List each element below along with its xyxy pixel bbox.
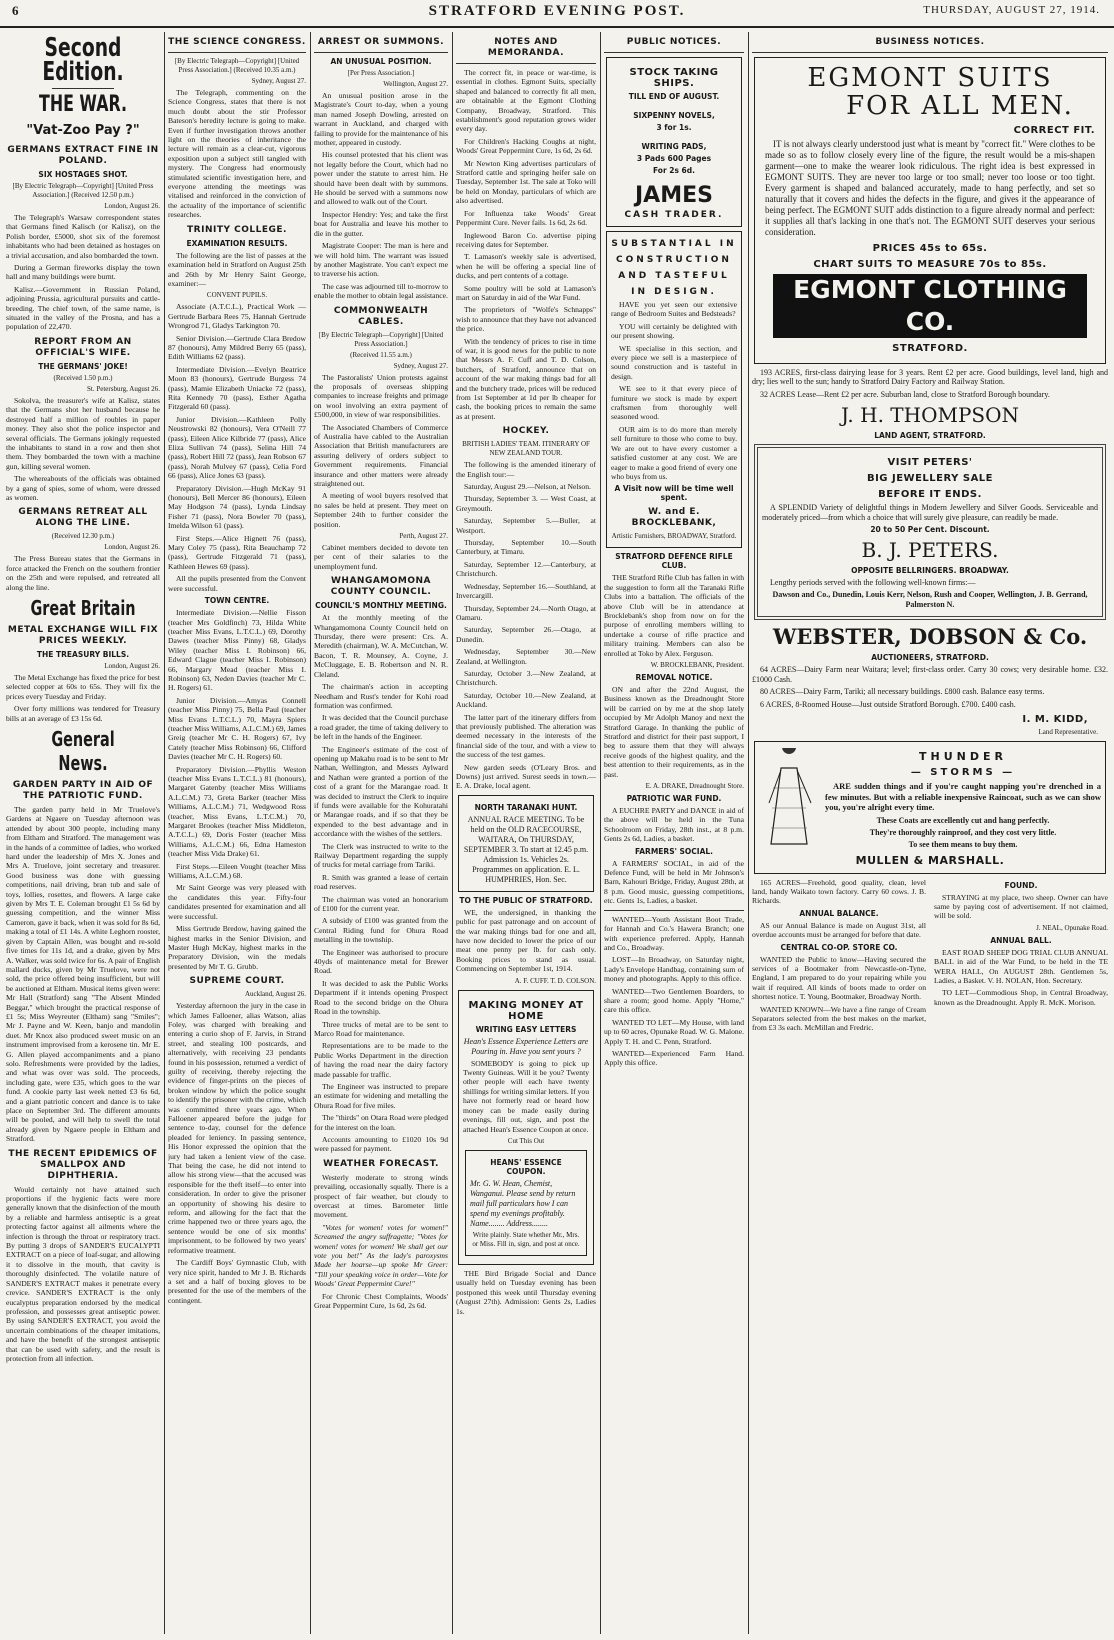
thompson-sub: LAND AGENT, STRATFORD. <box>874 431 986 441</box>
column-rule <box>600 32 601 1634</box>
itinerary-item: Saturday, August 29.—Nelson, at Nelson. <box>464 482 591 492</box>
masthead <box>0 0 1114 28</box>
itinerary-item: Thursday, September 3. — West Coast, at Greymouth. <box>456 494 596 513</box>
thunder-line: To see them means to buy them. <box>908 839 1018 849</box>
article-paragraph: The whereabouts of the officials was obtained by a gang of spies, some of whom, were dressed as women. <box>6 474 160 502</box>
column-6 <box>752 32 1108 1634</box>
article-paragraph: First Steps.—Eileen Vought (teacher Miss Williams, A.L.C.M.) 68. <box>168 861 306 881</box>
till-end-line: TILL END OF AUGUST. <box>628 92 720 101</box>
found-signature: J. NEAL, Opunake Road. <box>1036 923 1108 932</box>
article-paragraph: Kalisz.—Government in Russian Poland, adjoining Prussia, agricultural pursuits and cattle-breeding. The chief town, of the same name, is situated in the valley of the Prosna, and has a population of 22,470. <box>6 284 160 332</box>
commonwealth-cables-heading: COMMONWEALTH CABLES. <box>333 305 429 327</box>
article-paragraph: Junior Division.—Amyas Connell (teacher Miss Pinny) 75, Bella Paul (teacher Miss Evans L.T.C.L.) 70, Mayra Spiers (teacher Miss Williams, A.L.C.M.) 69, James Greig (teacher Mr C. H. Rogers) 67, Ivy Cately (teacher Miss Robinson) 66, Clifford Davies (teacher Mr C. H. Rogers) 60. <box>168 695 306 762</box>
before-ends: BEFORE IT ENDS. <box>878 489 982 501</box>
egmont-town: STRATFORD. <box>892 343 968 354</box>
article-paragraph: With the tendency of prices to rise in time of war, it is good news for the public to note that Messrs A. F. Cuff and T. D. Colson, butchers, of Stratford, announce that on account of the war making things bad for all and the butchery trade, prices will be reduced from 1st September at 1d per lb cheaper for cash, the booking prices to remain the same as at present. <box>456 336 596 421</box>
found-body: STRAYING at my place, two sheep. Owner can have same by paying cost of advertisement. If not claimed, will be sold. <box>934 892 1108 921</box>
james-name: JAMES <box>635 183 713 208</box>
hostages-heading: SIX HOSTAGES SHOT. <box>38 170 128 179</box>
article-paragraph: The Engineer was instructed to prepare an estimate for widening and metalling the Ohura Road for five miles. <box>314 1081 448 1110</box>
classified-ad: WANTED—Experienced Farm Hand. Apply this office. <box>604 1048 744 1068</box>
coupon-heading: HEANS' ESSENCE COUPON. <box>490 1157 562 1176</box>
advert-paragraph: HAVE you yet seen our extensive range of Bedroom Suites and Bedsteads? <box>611 300 737 319</box>
article-paragraph: Some poultry will be sold at Lamason's mart on Saturday in aid of the War Fund. <box>456 283 596 302</box>
article-paragraph: Sokolva, the treasurer's wife at Kalisz, states that the Germans shot her husband because he destroyed half a million of roubles in paper money. They also shot the police inspector and several officials. The Germans jokingly requested the inhabitants to stand in a row and then shot them. They bombarded the town with a machine gun, killing several women. <box>6 395 160 471</box>
balance-heading: ANNUAL BALANCE. <box>799 908 879 918</box>
credit-line: [Per Press Association.] <box>347 69 415 77</box>
article-paragraph: The Engineer was authorised to procure 40yds of maintenance metal for Brewer Road. <box>314 947 448 976</box>
article-paragraph: All the pupils presented from the Convent were successful. <box>168 574 306 593</box>
column-rule <box>452 32 453 1634</box>
classified-ad: TO LET—Commodious Shop, in Central Broadway, known as the Dreadnought. Apply R. McK. Morison. <box>934 988 1108 1007</box>
mullen-marshall-name: MULLEN & MARSHALL. <box>855 853 1005 867</box>
thunder-heading: THUNDER <box>919 750 1007 764</box>
article-paragraph: A meeting of wool buyers resolved that no sales be held at present. They meet on September 24th to further consider the position. <box>314 491 448 529</box>
issue-date: THURSDAY, AUGUST 27, 1914. <box>923 4 1100 16</box>
peters-body: Lengthy periods served with the following well-known firms:— <box>770 578 976 588</box>
page-number: 6 <box>12 3 19 18</box>
hunt-body: ANNUAL RACE MEETING. To be held on the OLD RACECOURSE, WAITARA, On THURSDAY, SEPTEMBER 3. To start at 12.45 p.m. Admission 1s. Vehicles 2s. Programmes on application. E. L. HUMPHRIES, Hon. Sec. <box>463 814 589 884</box>
credit-line: [By Electric Telegraph—Copyright] [United Press Association.] <box>318 330 444 348</box>
pads-line: WRITING PADS, <box>641 142 707 151</box>
peters-firms: Dawson and Co., Dunedin, Louis Kerr, Nelson, Rush and Cooper, Wellington, J. B. Gerrand, Palmerston N. <box>772 590 1088 610</box>
edition-heading: Second Edition. <box>42 33 124 87</box>
article-paragraph: The "thirds" on Otara Road were pledged for the interest on the loan. <box>314 1113 448 1132</box>
itinerary-item: Saturday, October 3.—New Zealand, at Christchurch. <box>456 668 596 688</box>
divider <box>752 52 1108 53</box>
article-paragraph: The following are the list of passes at the examination held in Stratford on August 25th and 26th by Mr Henry Saint George, examiner:— <box>168 250 306 288</box>
rifle-club-heading: STRATFORD DEFENCE RIFLE CLUB. <box>615 552 733 571</box>
egmont-body: IT is not always clearly understood just what is meant by "correct fit." Were clothes to be made so as to follow closely every line of the figure, the result would be a mis-shapen garment—one to make the wearer look ridiculous. The right idea is best expressed in EGMONT SUITS. They are never too large or too small; never too loose or too tight. Every garment is shaped and balanced accurately, made to hang perfectly, and set so naturally that it covers and hides the defects in the figure, and gives it the appearance of being perfect. The EGMONT SUIT adds distinction to a figure already normal and perfect: it supplies all that's lacking in one that's not. The EGMONT SUIT deserves your serious consideration. <box>765 139 1095 237</box>
article-paragraph: Miss Gertrude Bredow, having gained the highest marks in the Senior Division, and Master Hugh McKay, highest marks in the Preparatory Division, win the medals presented by Mr T. G. Grubb. <box>168 924 306 971</box>
article-paragraph: Representations are to be made to the Public Works Department in the direction of having the road near the dairy factory made passable for traffic. <box>314 1041 448 1079</box>
article-paragraph: The Cardiff Boys' Gymnastic Club, with very nice spirit, handed to Mr J. B. Richards a set and a half of boxing gloves to be presented for the use of the members of the contingent. <box>168 1258 306 1305</box>
visit-line: A Visit now will be time well spent. <box>614 484 734 503</box>
brocklebank-name: W. and E. BROCKLEBANK, <box>631 507 717 529</box>
article-paragraph: Accounts amounting to £1020 10s 9d were passed for payment. <box>314 1134 448 1154</box>
column-1 <box>6 32 160 1634</box>
removal-body: ON and after the 22nd August, the Business known as the Dreadnought Store will be carried on by me at the shop lately occupied by Mr Adolph Manoy and next the Stratford Garage. In thanking the public of Stratford and district for their past support, I beg to assure them that they will always receive goods of the highest quality, and the best attention to their requirements, as in the past. <box>604 684 744 779</box>
article-paragraph: The chairman was voted an honorarium of £100 for the current year. <box>314 894 448 914</box>
metal-exchange-heading: METAL EXCHANGE WILL FIX PRICES WEEKLY. <box>7 624 159 646</box>
column-rule <box>748 32 749 1634</box>
mullen-marshall-advert <box>754 741 1106 874</box>
kidd-name: I. M. KIDD, <box>1022 714 1088 726</box>
hean-tagline: Hean's Essence Experience Letters are Pouring in. Have you sent yours ? <box>463 1036 589 1056</box>
hean-body: SOMEBODY is going to pick up Twenty Guineas. Will it be you? Twenty other people will each have twenty shillings for writing similar letters. If you have not formerly read or heard how money can be made easily during evenings, fill out, sign, and post the attached Hean's Essence Coupon at once. <box>463 1058 589 1134</box>
article-paragraph: The proprietors of "Wolfe's Schnapps" wish to announce that they have not advanced the price. <box>456 305 596 334</box>
article-paragraph: R. Smith was granted a lease of certain road reserves. <box>314 872 448 892</box>
article-paragraph: The following is the amended itinerary of the English tour:— <box>456 460 596 479</box>
advert-paragraph: OUR aim is to do more than merely sell furniture to those who come to buy. We are out to have every customer a satisfied customer at any cost. We are eager to make a good friend of every one who buys from us. <box>611 424 737 481</box>
itinerary-item: Thursday, September 10.—South Canterbury, at Timaru. <box>456 538 596 557</box>
itinerary-item: Thursday, September 24.—North Otago, at Oamaru. <box>456 603 596 622</box>
peters-name: B. J. PETERS. <box>861 538 999 563</box>
official-wife-heading: REPORT FROM AN OFFICIAL'S WIFE. <box>34 336 132 358</box>
property-ad: 193 ACRES, first-class dairying lease for 3 years. Rent £2 per acre. Good buildings, level land, high and dry; lies well to the sun; handy to Stratford Dairy Factory and Railway Station. <box>752 368 1108 387</box>
column-4 <box>456 32 596 1634</box>
itinerary-item: Wednesday, September 30.—New Zealand, at Wellington. <box>456 647 596 666</box>
itinerary-item: Wednesday, September 16.—Southland, at Invercargill. <box>456 581 596 601</box>
ball-heading: ANNUAL BALL. <box>990 935 1052 945</box>
treasury-bills-heading: THE TREASURY BILLS. <box>36 649 130 659</box>
egmont-advert <box>754 57 1106 364</box>
thompson-name: J. H. THOMPSON <box>840 403 1020 428</box>
article-paragraph: His counsel protested that his client was not legally before the Court, which had no power under the statute to arrest him. He should have been dealt with by summons. He should be served with a summons now and allowed to walk out of the Court. <box>314 150 448 207</box>
webster-listing: 6 ACRES, 8-Roomed House—Just outside Stratford Borough. £700. £400 cash. <box>760 699 1016 709</box>
article-paragraph: The case was adjourned till to-morrow to enable the mother to obtain legal assistance. <box>314 281 448 301</box>
verse-advert: "Votes for women! votes for women!" Screamed the angry suffragette; "Votes for women! votes for women! We shall get our vote you bet!" As the lady's paroxysms Made her hoarse—up spoke Mr Greer: "Till your speaking voice in order—Vote for Woods' Great Peppermint Cure!" <box>314 1222 448 1289</box>
article-paragraph: Inglewood Baron Co. advertise piping receiving dates for September. <box>456 230 596 249</box>
article-paragraph: For Influenza take Woods' Great Peppermint Cure. Never fails. 1s 6d, 2s 6d. <box>456 208 596 228</box>
article-paragraph: The correct fit, in peace or war-time, is essential in clothes. Egmont Suits, specially shaped and balanced to correctly fit all men, are obtainable at the Egmont Clothing Company, Broadway, Stratford. This establishment's good reputation grows wider every day. <box>456 68 596 134</box>
article-paragraph: Yesterday afternoon the jury in the case in which James Falloener, alias Watson, alias Foley, was charged with breaking and entering a curio shop of F. Jarvis, in Strand street, and stealing 100 postcards, and alternatively, with receiving 23 pendants found in his possession, returned a verdict of guilty of receiving, thereby rejecting the evidence of finger-prints on the pieces of broken window by which the police sought to identify the prisoner with the crime, which was committed three years ago. When Falloener appeared before the judge for sentence to-day, counsel for the defence pleaded for leniency. In passing sentence, His Honor expressed the opinion that the jury had taken a lenient view of the case. That being the case, he did not intend to allow his strong view—that the accused was responsible for the theft itself—to enter into consideration. In order to give the prisoner an opportunity of showing his desire to reform, and allowing for the fact that the crime happened two or three years ago, the sentence would be one of six months' imprisonment, to be followed by two years' reformative treatment. <box>168 1001 306 1255</box>
farmers-social-heading: FARMERS' SOCIAL. <box>634 846 714 856</box>
column-rule <box>164 32 165 1634</box>
article-paragraph: The Press Bureau states that the Germans in force attacked the French on the southern frontier on the 25th and were repulsed, and retreated all along the line. <box>6 554 160 592</box>
article-paragraph: Associate (A.T.C.L.), Practical Work —Gertrude Barbara Rees 75, Hannah Gertrude Wrongrod 71, Gladys Tarkington 70. <box>168 302 306 331</box>
coupon-body: Mr. G. W. Hean, Chemist, Wanganui. Please send by return mail full particulars how I can spend my evenings profitably. Name........ Address........ <box>470 1178 576 1228</box>
science-congress-heading: THE SCIENCE CONGRESS. <box>168 37 306 47</box>
classified-ad: WANTED the Public to know—Having secured the services of a Bootmaker from Newcastle-on-Tyne, England, I am prepared to do your repairing while you wait if required. All kinds of boots made to order on shortest notice. T. Young, Bootmaker, Broadway North. <box>752 954 926 1002</box>
egmont-title-2: FOR ALL MEN. <box>846 91 1074 121</box>
storms-heading: — STORMS — <box>910 767 1016 779</box>
peters-sub: OPPOSITE BELLRINGERS. BROADWAY. <box>851 566 1009 576</box>
article-paragraph: The Associated Chambers of Commerce of Australia have cabled to the Australian Association that British manufacturers are assuring delivery of orders subject to Government requirements. Financial insurance and other matters were already straightened out. <box>314 422 448 488</box>
hockey-heading: HOCKEY. <box>502 426 550 437</box>
article-paragraph: The chairman's action in accepting Needham and Rust's tender for Kohi road formation was confirmed. <box>314 682 448 710</box>
article-paragraph: The Metal Exchange has fixed the price for best selected copper at 60s to 65s. They will fix the prices every Tuesday and Friday. <box>6 672 160 701</box>
article-paragraph: Over forty millions was tendered for Treasury bills at an average of £3 15s 6d. <box>6 704 160 723</box>
monthly-meeting-heading: COUNCIL'S MONTHLY MEETING. <box>315 601 447 611</box>
cash-trader: CASH TRADER. <box>624 210 724 220</box>
dateline: Auckland, August 26. <box>244 990 306 999</box>
webster-listing: 80 ACRES—Dairy Farm, Tariki; all necessary buildings. £800 cash. Balance easy terms. <box>760 687 1045 697</box>
balance-body: AS our Annual Balance is made on August 31st, all overdue accounts must be arranged for before that date. <box>752 920 926 940</box>
advert-paragraph: WE see to it that every piece of furniture we stock is made by expert craftsmen from thoroughly well seasoned wood. <box>611 384 737 422</box>
itinerary-item: Saturday, October 10.—New Zealand, at Auckland. <box>456 690 596 710</box>
webster-sub: AUCTIONEERS, STRATFORD. <box>871 653 989 663</box>
advert-paragraph: YOU will certainly be delighted with our present showing. <box>611 321 737 341</box>
germans-joke-heading: THE GERMANS' JOKE! <box>38 361 128 371</box>
classified-ad: WANTED KNOWN—We have a fine range of Cream Separators selected from the best makes on the market, from £3 3s each. McMillan and Fredric. <box>752 1004 926 1033</box>
exam-results-heading: EXAMINATION RESULTS. <box>186 238 288 248</box>
classified-ad: LOST—In Broadway, on Saturday night, Lady's Envelope Handbag, containing sum of money and photographs. Apply to this office. <box>604 955 744 984</box>
article-paragraph: Preparatory Division.—Hugh McKay 91 (honours), Bell Mercer 86 (honours), Eileen May Hodgson 74 (pass), Lynda Lindsay Fisher 71 (pass), Nora Bowler 70 (pass), Imelda Wilson 61 (pass). <box>168 483 306 531</box>
classified-ad: WANTED—Youth Assistant Boot Trade, for Hannah and Co.'s Hawera Branch; one with experience preferred. Apply, Hannah and Co., Broadway. <box>604 914 744 952</box>
article-paragraph: The Clerk was instructed to write to the Railway Department regarding the supply of trucks for metal carriage from Tariki. <box>314 841 448 870</box>
article-paragraph: Intermediate Division.—Nellie Fisson (teacher Mrs Goldfinch) 73, Hilda White (teacher Miss Evans, L.T.C.L.) 69, Dorothy Dawes (teacher Miss Pinny) 68, Gladys Wiley (teacher Miss I. Robinson) 66, Edward Clague (teacher Miss I. Robinson) 66, Margary Mead (teacher Miss I. Robinson) 63, Neden Davies (teacher Mr C. H. Rogers) 61. <box>168 608 306 693</box>
rifle-club-body: THE Stratford Rifle Club has fallen in with the suggestion to form all the Taranaki Rifle Clubs into a battalion. The officials of the above Club will be in attendance at Brocklebank's shop from now on for the purpose of enrolling members willing to undertake a course of rifle practice and military training. Members can also be enrolled at Toko by Alex. Ferguson. <box>604 573 744 658</box>
received-line: (Received 1.50 p.m.) <box>53 373 113 382</box>
article-paragraph: At the monthly meeting of the Whangamomona County Council held on Thursday, there were present: Crs. A. Meredith (chairman), W. A. McCutchan, W. Bacon, T. R. Mounsey, A. Coyne, J. McCluggage, E. B. Robertson and N. R. Cleland. <box>314 613 448 679</box>
divider <box>456 63 596 64</box>
james-advert <box>606 57 742 227</box>
webster-name: WEBSTER, DOBSON & Co. <box>772 624 1088 650</box>
balance-signature: CENTRAL CO-OP. STORE CO. <box>780 942 898 952</box>
bird-brigade-notice: THE Bird Brigade Social and Dance usually held on Tuesday evening has been postponed this week until Thursday evening (August 27th). Admission: Gents 2s, Ladies 1s. <box>456 1268 596 1316</box>
notes-memoranda-heading: NOTES AND MEMORANDA. <box>487 37 565 58</box>
weather-forecast-heading: WEATHER FORECAST. <box>323 1158 439 1169</box>
dateline: Sydney, August 27. <box>393 361 448 370</box>
credit-line: [By Electric Telegraph—Copyright] [United Press Association.] (Received 10.35 a.m.) <box>174 57 300 74</box>
brocklebank-sub: Artistic Furnishers, BROADWAY, Stratford. <box>611 532 737 541</box>
article-paragraph: It was decided to ask the Public Works Department if it intends opening Prospect Road to the second bridge on the Ohura Road in the township. <box>314 978 448 1017</box>
public-notice-heading: TO THE PUBLIC OF STRATFORD. <box>459 895 593 905</box>
article-paragraph: First Steps.—Alice Hignett 76 (pass), Mary Coley 75 (pass), Rita Beauchamp 72 (pass), Gertrude Fitzgerald 71 (pass), Kathleen Hewes 69 (pass). <box>168 533 306 571</box>
dateline: Perth, August 27. <box>399 532 448 541</box>
hunt-heading: NORTH TARANAKI HUNT. <box>474 802 578 812</box>
dateline: London, August 26. <box>104 543 160 552</box>
property-ad: 165 ACRES—Freehold, good quality, clean, level land, handy Waikato town factory. Carry 60 cows. J. B. Richards. <box>752 877 926 906</box>
hockey-subheading: BRITISH LADIES' TEAM. ITINERARY OF NEW ZEALAND TOUR. <box>462 440 590 458</box>
article-paragraph: An unusual position arose in the Magistrate's Court to-day, when a young man named Joseph Dowling, arrested on warrant in Auckland, and charged with failing to provide for the maintenance of his mother, appeared in custody. <box>314 91 448 148</box>
peters-advert <box>754 444 1106 620</box>
rifle-club-signature: W. BROCKLEBANK, President. <box>650 660 744 669</box>
classified-ad: WANTED—Two Gentlemen Boarders, to share a room; good home. Apply "Home," care this office. <box>604 986 744 1015</box>
arrest-summons-heading: ARREST OR SUMMONS. <box>317 37 445 47</box>
pads-price: For 2s 6d. <box>652 166 695 175</box>
article-paragraph: The latter part of the itinerary differs from that previously published. The alteration was deemed necessary in the interests of the financial side of the tour, and with a view to the success of the test games. <box>456 712 596 760</box>
found-heading: FOUND. <box>1004 880 1038 890</box>
thunder-line: They're thoroughly rainproof, and they cost very little. <box>869 827 1057 837</box>
removal-heading: REMOVAL NOTICE. <box>635 672 713 682</box>
dateline: Wellington, August 27. <box>383 80 448 88</box>
kidd-sub: Land Representative. <box>1038 728 1098 737</box>
coupon[interactable] <box>465 1150 587 1256</box>
thunder-body: ARE sudden things and if you're caught napping you're drenched in a few minutes. But with a reliable inexpensive Raincoat, such as we can show you, you're alright every time. <box>825 781 1101 813</box>
removal-signature: E. A. DRAKE, Dreadnought Store. <box>645 782 744 791</box>
article-paragraph: Senior Division.—Gertrude Clara Bredow 87 (honours), Amy Mildred Berry 65 (pass), Edith Williams 62 (pass). <box>168 333 306 362</box>
article-paragraph: Cabinet members decided to devote ten per cent of their salaries to the unemployment fund. <box>314 543 448 571</box>
public-notice-signature: A. F. CUFF. T. D. COLSON. <box>514 976 596 985</box>
article-paragraph: For Children's Hacking Coughs at night, Woods' Great Peppermint Cure, 1s 6d, 2s 6d. <box>456 136 596 156</box>
received-line: (Received 12.30 p.m.) <box>51 532 115 541</box>
divider <box>52 88 114 89</box>
advert-paragraph: WE specialise in this section, and every piece we sell is a masterpiece of sound construction and is tasteful in design. <box>611 343 737 381</box>
article-paragraph: The Telegraph's Warsaw correspondent states that Germans fined Kalisch (or Kalisz), on the Polish border, £5000, shot six of the foremost inhabitants who had been detained as hostages on a trivial accusation, and also bombarded the town. <box>6 213 160 260</box>
pads-detail: 3 Pads 600 Pages <box>636 154 712 163</box>
article-paragraph: The Telegraph, commenting on the Science Congress, states that there is not much doubt about the stir Professor Bateson's heredity lecture is going to make. Even if further investigation throws another light on the theories of inheritance the lecture will remain as a clear-cut, vigorous exposition upon a subject still tangled with mystery. The Congress had enormously stimulated scientific investigation here, and everyone attending the meetings was vitalised and reinforced in the conviction of the actuality of the importance of scientific researches. <box>168 88 306 220</box>
making-money-heading: MAKING MONEY AT HOME <box>468 999 584 1022</box>
divider <box>604 910 744 911</box>
farmers-social-body: A FARMERS' SOCIAL, in aid of the Defence Fund, will be held in Mr Johnson's Barn, Kahouri Bridge, Friday, August 28th, at 8 p.m. Good music, guessing competitions, etc. Gents 1s, Ladies, a basket. <box>604 858 744 906</box>
column-2 <box>168 32 306 1634</box>
article-paragraph: The garden party held in Mr Truelove's Gardens at Ngaere on Tuesday afternoon was attended by about 300 people, including many from Eltham and Stratford. The management was in the hands of a committee of ladies, who worked hard under the leadership of Mrs X. Jones and Mrs A. Truelove, joint secretary and treasurer. Good business was done with guessing competitions, nail driving, bran tub and sale of toys, lollies, rosettes, and flowers. A large cake given by Mrs T. E. Coleman brought £1 5s 6d by guessing competition, and the winner Miss Cameron, gave it back, when it was sold for 8s 6d, making a total of £1 14s. A white Leghorn rooster, given by Captain Allen, was bought and re-sold five times for 11s 1d, and a drake, given by Mrs A. Walker, was sold twice for 6s. A pair of English mallard ducks, given by Mr Truelove, were not sold, the price offered being insufficient, but will be auctioned at Eltham. Musical items given were: Mr Hall (Stratford) sang "The Absent Minded Beggar," which brought the practical response of £1 5s; Miss Weyreuter (Eltham) sang "Smiles"; Mr J. Payne and W. Keen, banjo and mandolin duet. Mr Knox also produced sweet music on an instrument improvised from a kerosene tin. Mr E. G. Allen played accompaniments and a piano solo. Refreshments were provided by the ladies, and what was over was sold. The proceeds, including gate, were £35, which goes to the war fund. A cookie party last week netted £3 6s 6d, and a giant patriotic concert and dance is to take place on September 3rd. The different amounts will be pooled, and will help to swell the total already given by Ngaere people in Eltham and Stratford. <box>6 805 160 1144</box>
epidemic-heading: THE RECENT EPIDEMICS OF SMALLPOX AND DIPHTHERIA. <box>8 1148 158 1181</box>
egmont-title: EGMONT SUITS <box>807 63 1053 93</box>
vat-zoo-heading: "Vat-Zoo Pay ?" <box>26 123 140 138</box>
general-news-heading: General News. <box>51 727 115 775</box>
retreat-heading: GERMANS RETREAT ALL ALONG THE LINE. <box>18 507 148 529</box>
article-paragraph: Magistrate Cooper: The man is here and we will hold him. The warrant was issued by another Magistrate. You can't expect me to traverse his action. <box>314 241 448 279</box>
dateline: Sydney, August 27. <box>251 77 306 85</box>
brocklebank-advert <box>606 231 742 548</box>
classified-ad: WANTED TO LET—My House, with land up to 60 acres, Opunake Road. W. G. Malone. Apply T. H. and C. Penn, Stratford. <box>604 1017 744 1046</box>
supreme-court-heading: SUPREME COURT. <box>189 976 285 987</box>
whangamomona-heading: WHANGAMOMONA COUNTY COUNCIL. <box>330 576 432 598</box>
article-paragraph: Inspector Hendry: Yes; and take the first boat for Australia and leave his mother to die in the gutter. <box>314 209 448 238</box>
article-paragraph: A subsidy of £100 was granted from the Central Riding fund for Ohura Road metalling in the township. <box>314 916 448 945</box>
credit-line: [By Electric Telegraph—Copyright] [United Press Association.] (Received 12.50 p.m.) <box>12 182 154 199</box>
article-paragraph: The Engineer's estimate of the cost of opening up Makahu road is to be sent to Mr Nathan, Wellington, and Messrs Aylward and Nathan were granted a portion of the cost of a grant for the Marangae road. It was decided to instruct the Clerk to inquire if funds were available for the Kohuratahi or Marangae roads, and if so that they be expended to the best advantage and in accordance with the wishes of the settlers. <box>314 744 448 839</box>
column-5 <box>604 32 744 1634</box>
itinerary-item: Saturday, September 26.—Otago, at Dunedin. <box>456 625 596 644</box>
webster-listing: 64 ACRES—Dairy Farm near Waitara; level; first-class order. Carry 30 cows; very desirable home. £32. £1000 Cash. <box>752 665 1108 684</box>
article-paragraph: Three trucks of metal are to be sent to Marco Road for maintenance. <box>314 1019 448 1038</box>
small-ads-row <box>752 878 1108 1036</box>
article-paragraph: The Pastoralists' Union protests against the proposals of overseas shipping companies to increase freights and primage on wool involving an extra payment of £500,000, in view of war responsibilities. <box>314 372 448 420</box>
garden-party-heading: GARDEN PARTY IN AID OF THE PATRIOTIC FUND. <box>12 780 154 801</box>
divider <box>314 52 448 53</box>
trinity-college-heading: TRINITY COLLEGE. <box>187 224 287 235</box>
divider <box>168 52 306 53</box>
article-paragraph: Westerly moderate to strong winds prevailing, occasionally squally. There is a prospect of fair weather, but cloudy to overcast at times. Barometer little movement. <box>314 1172 448 1220</box>
article-paragraph: Mr Newton King advertises particulars of Stratford cattle and springing heifer sale on Tuesday, September 1st. The sale at Toko will be held on Monday, particulars of which are also advertised. <box>456 158 596 206</box>
dateline: St. Petersburg, August 26. <box>87 384 160 393</box>
small-ads-left <box>752 878 926 1036</box>
small-ads-right <box>934 878 1108 1036</box>
easy-letters-heading: WRITING EASY LETTERS <box>475 1024 577 1034</box>
article-paragraph: Mr Saint George was very pleased with the candidates this year. Fifty-four candidates presented for examination and all were successful. <box>168 883 306 921</box>
itinerary-item: Saturday, September 12.—Canterbury, at Christchurch. <box>456 559 596 579</box>
substantial-heading: SUBSTANTIAL IN CONSTRUCTION AND TASTEFUL IN DESIGN. <box>611 239 737 297</box>
jewellery-sale: BIG JEWELLERY SALE <box>866 473 994 485</box>
article-paragraph: Intermediate Division.—Evelyn Beatrice Moon 83 (honours), Gertrude Burgess 74 (pass), Mamie Elizabeth Uniacke 72 (pass), Rita Kennedy 70 (pass), Esther Agatha Fitzgerald 60 (pass). <box>168 364 306 412</box>
ball-body: EAST ROAD SHEEP DOG TRIAL CLUB ANNUAL BALL in aid of the War Fund, to be held in the TE WERA HALL, On AUGUST 28th. Gentlemen 5s, Ladies, a Basket. V. H. NOLAN, Hon. Secretary. <box>934 947 1108 985</box>
column-3 <box>314 32 448 1634</box>
short-advert: For Chronic Chest Complaints, Woods' Great Peppermint Cure, 1s 6d, 2s 6d. <box>314 1291 448 1311</box>
egmont-chart: CHART SUITS TO MEASURE 70s to 85s. <box>813 259 1047 270</box>
property-ad: 32 ACRES Lease—Rent £2 per acre. Suburban land, close to Stratford Borough boundary. <box>760 389 1050 399</box>
germans-fine-heading: GERMANS EXTRACT FINE IN POLAND. <box>7 145 159 166</box>
jewellery-body: A SPLENDID Variety of delightful things in Modern Jewellery and Silver Goods. Serviceable and moderately priced—from which a choice that will surely give pleasure, can readily be made. <box>762 503 1098 522</box>
raincoat-figure-illustration <box>759 748 819 848</box>
divider <box>604 52 744 53</box>
correct-fit: CORRECT FIT. <box>1013 125 1095 136</box>
patriotic-fund-heading: PATRIOTIC WAR FUND. <box>626 794 722 804</box>
newspaper-title: STRATFORD EVENING POST. <box>428 3 686 19</box>
article-paragraph: Would certainly not have attained such proportions if the hygienic facts were more generally known that the disinfection of the mouth by a reliable and harmless antiseptic is a great protecting factor against all ailments where the infection is through the throat or respiratory tract. By putting 3 drops of SANDER'S EUCALYPTI EXTRACT on a piece of loaf-sugar, and allowing it to dissolve in the mouth, that cavity is thoroughly disinfected. The volatile nature of SANDER'S EXTRACT makes it penetrate every crevice. SANDER'S EXTRACT is the only eucalyptus preparation endorsed by the medical profession, and possesses great antiseptic power. By using SANDER'S EXTRACT, you avoid the uncertain combinations of the cheaper imitations, and have the benefit of the strongest antiseptic that can be used with safety, and the result is protection from all infection. <box>6 1184 160 1363</box>
unusual-position-heading: AN UNUSUAL POSITION. <box>330 57 432 66</box>
business-notices-heading: BUSINESS NOTICES. <box>875 37 985 47</box>
article-paragraph: Preparatory Division.—Phyllis Weston (teacher Miss Evans L.T.C.L.) 81 (honours), Margaret Gatenby (teacher Miss Williams A.L.C.M.) 73, Greta Barker (teacher Miss Williams, A.L.C.M.) 71, Wedgwood Ross (teacher, Miss Evans, L.T.C.M.) 70, Margaret Brookes (teacher Miss Middleton, A.T.C.L.) 69, Doris Foster (teacher Miss Williams, A.L.C.M.) 66, Edna Hameston (teacher Miss Vida Drake) 61. <box>168 764 306 859</box>
article-paragraph: New garden seeds (O'Leary Bros. and Downs) just arrived. Surest seeds in town.—E. A. Drake, local agent. <box>456 762 596 791</box>
egmont-company-banner: EGMONT CLOTHING CO. <box>773 274 1087 338</box>
visit-peters: VISIT PETERS' <box>887 457 973 469</box>
public-notices-heading: PUBLIC NOTICES. <box>626 37 722 47</box>
coupon-note: Write plainly. State whether Mr., Mrs. or Miss. Fill in, sign, and post at once. <box>472 1230 580 1248</box>
stock-taking-heading: STOCK TAKING SHIPS. <box>629 67 719 89</box>
column-rule <box>310 32 311 1634</box>
article-paragraph: It was decided that the Council purchase a road grader, the time of taking delivery to be left in the hands of the Engineer. <box>314 713 448 742</box>
great-britain-heading: Great Britain <box>30 595 136 620</box>
public-notice-body: WE, the undersigned, in thanking the public for past patronage and on account of the war making things bad for one and all, have now decided to lower the price of our meat one penny per lb. for cash only. Booking prices to stand as usual. Commencing on September 1st, 1914. <box>456 907 596 974</box>
article-paragraph: Junior Division.—Kathleen Polly Neustrowski 82 (honours), Vera O'Neill 77 (pass), Eileen Alice Kilbride 77 (pass), Alice Eliza Sullivan 74 (pass), Selina Hill 74 (pass), Robert Hill 72 (pass), Jean Robson 67 (pass), Norah Mulvey 67 (pass), Celia Ford 66 (pass), Alice Jones 63 (pass). <box>168 414 306 481</box>
town-centre-heading: TOWN CENTRE. <box>204 596 270 606</box>
received-line: (Received 11.55 a.m.) <box>350 350 412 359</box>
thunder-line: These Coats are excellently cut and hang perfectly. <box>876 815 1050 825</box>
itinerary-item: Saturday, September 5.—Buller, at Westport. <box>456 516 596 535</box>
convent-pupils-heading: CONVENT PUPILS. <box>206 291 268 300</box>
novels-line: SIXPENNY NOVELS, <box>633 111 715 120</box>
patriotic-fund-body: A EUCHRE PARTY and DANCE in aid of the above will be held in the Tuna Schoolroom on Friday, 28th inst., at 8 p.m. Gents 2s 6d, Ladies, a basket. <box>604 806 744 844</box>
dateline: London, August 26. <box>104 661 160 670</box>
cut-out-label: Cut This Out <box>507 1136 545 1145</box>
discount-line: 20 to 50 Per Cent. Discount. <box>870 525 990 535</box>
article-paragraph: During a German fireworks display the town hall and many buildings were burnt. <box>6 263 160 282</box>
hean-advert <box>458 990 594 1265</box>
dateline: London, August 26. <box>104 202 160 210</box>
egmont-prices: PRICES 45s to 65s. <box>872 243 988 254</box>
article-paragraph: T. Lamason's weekly sale is advertised, when he will be offering a special line of ducks, and pert contents of a cottage. <box>456 252 596 281</box>
war-heading: THE WAR. <box>39 92 127 117</box>
novels-price: 3 for 1s. <box>656 123 692 132</box>
hunt-advert <box>458 795 594 892</box>
